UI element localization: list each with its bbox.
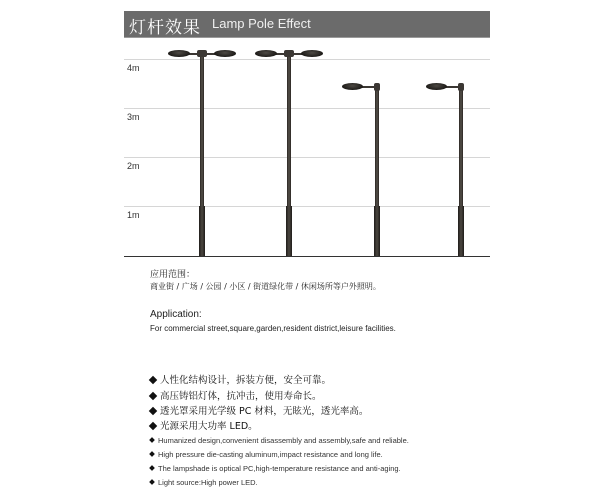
header-title-en: Lamp Pole Effect [212, 16, 311, 31]
lamp-head-icon [168, 50, 190, 57]
pole-base-sleeve [199, 206, 205, 256]
feature-en-item: Humanized design,convenient disassembly and assembly,safe and reliable. [150, 436, 409, 445]
feature-en-item: The lampshade is optical PC,high-temperature resistance and anti-aging. [150, 464, 401, 473]
diamond-bullet-icon [149, 437, 155, 443]
pole-base-sleeve [374, 206, 380, 256]
application-body-cn: 商业街 / 广场 / 公园 / 小区 / 街道绿化带 / 休闲场所等户外照明。 [150, 282, 381, 291]
gridline-4m [124, 59, 490, 60]
diamond-bullet-icon [149, 479, 155, 485]
scale-label-4m: 4m [127, 63, 140, 73]
application-heading-cn: 应用范围： [150, 270, 196, 280]
diamond-bullet-icon [149, 465, 155, 471]
pole-shaft [287, 56, 291, 207]
diamond-bullet-icon [149, 375, 157, 383]
pole-base-sleeve [286, 206, 292, 256]
feature-cn-item: 光源采用大功率 LED。 [150, 418, 258, 432]
pole-shaft [459, 86, 463, 207]
diamond-bullet-icon [149, 406, 157, 414]
pole-shaft [375, 86, 379, 207]
lamp-head-icon [214, 50, 236, 57]
scale-label-1m: 1m [127, 210, 140, 220]
feature-cn-item: 透光罩采用光学级 PC 材料，无眩光，透光率高。 [150, 403, 368, 417]
feature-cn-item: 高压铸铝灯体，抗冲击，使用寿命长。 [150, 388, 322, 402]
gridline-3m [124, 108, 490, 109]
diamond-bullet-icon [149, 421, 157, 429]
lamp-head-icon [301, 50, 323, 57]
gridline-2m [124, 157, 490, 158]
section-header [124, 11, 490, 38]
application-body-en: For commercial street,square,garden,resident district,leisure facilities. [150, 324, 396, 333]
pole-shaft [200, 56, 204, 207]
scale-label-2m: 2m [127, 161, 140, 171]
scale-label-3m: 3m [127, 112, 140, 122]
gridline-1m [124, 206, 490, 207]
feature-en-item: High pressure die-casting aluminum,impact resistance and long life. [150, 450, 383, 459]
feature-cn-item: 人性化结构设计，拆装方便，安全可靠。 [150, 372, 331, 386]
application-heading-en: Application: [150, 309, 202, 320]
header-title-cn: 灯杆效果 [129, 18, 201, 38]
lamp-head-icon [426, 83, 447, 90]
lamp-head-icon [342, 83, 363, 90]
ground-line [124, 256, 490, 257]
diamond-bullet-icon [149, 451, 155, 457]
feature-en-item: Light source:High power LED. [150, 478, 258, 487]
pole-base-sleeve [458, 206, 464, 256]
diamond-bullet-icon [149, 391, 157, 399]
lamp-head-icon [255, 50, 277, 57]
